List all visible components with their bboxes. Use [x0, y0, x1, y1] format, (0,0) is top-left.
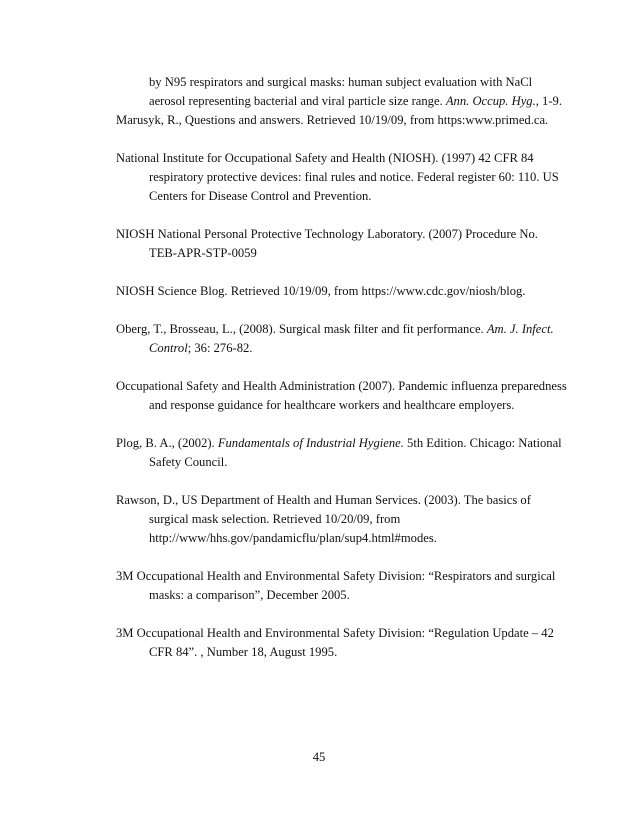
- reference-list: [116, 73, 568, 681]
- reference-entry: National Institute for Occupational Safety and Health (NIOSH). (1997) 42 CFR 84 respiratory protective devices: final rules and notice. Federal register 60: 110. US Centers for Disease Control and Prevention.: [116, 151, 559, 203]
- reference-entry: 3M Occupational Health and Environmental Safety Division: “Respirators and surgical masks: a comparison”, December 2005.: [116, 569, 556, 602]
- reference-entry-continued: by N95 respirators and surgical masks: human subject evaluation with NaCl aerosol representing bacterial and viral particle size range. Ann. Occup. Hyg., 1-9.: [149, 75, 562, 108]
- reference-entry: Occupational Safety and Health Administration (2007). Pandemic influenza preparedness and response guidance for healthcare workers and healthcare employers.: [116, 379, 567, 412]
- reference-entry: Plog, B. A., (2002). Fundamentals of Industrial Hygiene. 5th Edition. Chicago: National Safety Council.: [116, 436, 562, 469]
- reference-entry: NIOSH National Personal Protective Technology Laboratory. (2007) Procedure No. TEB-APR-STP-0059: [116, 227, 538, 260]
- reference-entry: Marusyk, R., Questions and answers. Retrieved 10/19/09, from https:www.primed.ca.: [116, 113, 549, 127]
- page-number: 45: [312, 750, 326, 764]
- reference-entry: 3M Occupational Health and Environmental Safety Division: “Regulation Update – 42 CFR 84”. , Number 18, August 1995.: [116, 626, 554, 659]
- reference-entry: NIOSH Science Blog. Retrieved 10/19/09, from https://www.cdc.gov/niosh/blog.: [116, 284, 526, 298]
- reference-entry: Rawson, D., US Department of Health and Human Services. (2003). The basics of surgical mask selection. Retrieved 10/20/09, from http://www/hhs.gov/pandamicflu/plan/sup4.html#modes.: [116, 493, 531, 545]
- reference-entry: Oberg, T., Brosseau, L., (2008). Surgical mask filter and fit performance. Am. J. Infect. Control; 36: 276-82.: [116, 322, 554, 355]
